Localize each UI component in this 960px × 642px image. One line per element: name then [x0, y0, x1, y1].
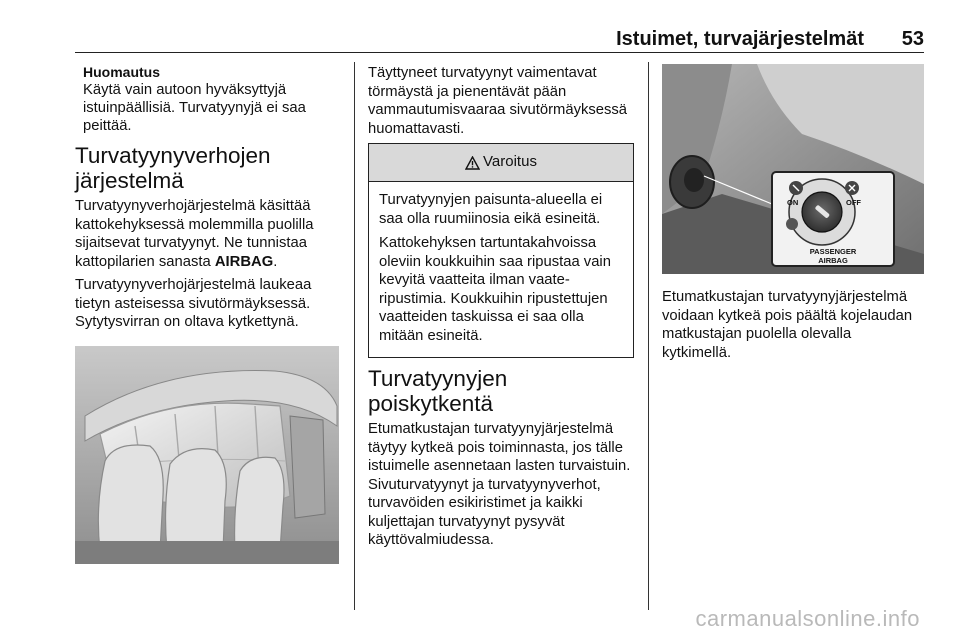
column-1	[75, 64, 340, 564]
warning-paragraph-1: Turvatyynyjen paisunta-alueella ei saa olla ruumiinosia eikä esineitä.	[379, 192, 603, 227]
paragraph-curtain-1-end: .	[273, 253, 278, 270]
page-number: 53	[901, 28, 924, 50]
section-heading-deactivation: Turvatyynyjen poiskytkentä	[368, 366, 508, 416]
warning-body	[369, 182, 633, 357]
warning-paragraph-2: Kattokehyksen tartuntakahvoissa oleviin koukkuihin saa ripustaa vain kevyitä vaatteita ilman vaateripustimia. Koukkuihin ripustettujen vaatteiden taskuissa ei saa olla mitään esineitä.	[379, 235, 611, 344]
airbag-switch-illustration	[662, 64, 924, 274]
section-heading-curtain-airbags: Turvatyynyverhojen järjestelmä	[75, 143, 271, 193]
note-text: Käytä vain autoon hyväksyttyjä istuinpäällisiä. Turvatyynyjä ei saa peittää.	[83, 82, 306, 134]
airbag-off-icon	[845, 181, 859, 195]
warning-box	[368, 143, 634, 358]
header-title: Istuimet, turvajärjestelmät	[616, 28, 864, 50]
switch-caption-line-2: AIRBAG	[818, 256, 848, 265]
column-divider-2	[648, 62, 649, 610]
header-rule	[75, 52, 924, 53]
paragraph-intro: Täyttyneet turvatyynyt vaimentavat törmäystä ja pienentävät pään vammautumisvaaraa sivutörmäyksessä huomattavasti.	[368, 65, 628, 137]
paragraph-switch: Etumatkustajan turvatyynyjärjestelmä voidaan kytkeä pois päältä kojelaudan matkustajan puolella olevalla kytkimellä.	[662, 289, 913, 361]
note-title: Huomautus	[83, 64, 160, 80]
switch-caption-line-1: PASSENGER	[809, 247, 857, 256]
paragraph-curtain-2: Turvatyynyverhojärjestelmä laukeaa tietyn asteisessa sivutörmäyksessä. Sytytysvirran on oltava kytkettynä.	[75, 277, 312, 330]
switch-off-label: OFF	[846, 198, 861, 207]
column-2	[368, 64, 634, 555]
airbag-on-icon	[789, 181, 803, 195]
paragraph-curtain-1	[75, 197, 340, 271]
airbag-keyword: AIRBAG	[214, 253, 274, 270]
column-divider-1	[354, 62, 355, 610]
warning-title: Varoitus	[483, 153, 537, 171]
paragraph-deactivation: Etumatkustajan turvatyynyjärjestelmä täytyy kytkeä pois toiminnasta, jos tälle istuimelle asennetaan lasten turvaistuin. Sivuturvatyynyt ja turvatyynyverhot, turvavöiden esikiristimet ja kaikki kuljettajan turvatyynyt pysyvät käyttövalmiudessa.	[368, 421, 631, 548]
warning-triangle-icon	[465, 156, 480, 170]
switch-on-label: ON	[787, 198, 799, 207]
paragraph-curtain-1-text: Turvatyynyverhojärjestelmä käsittää kattokehyksessä molemmilla puolilla sijaitsevat turvatyynyt. Ne tunnistaa kattopilarien sanasta	[75, 198, 314, 270]
column-3	[662, 64, 924, 367]
watermark: carmanualsonline.info	[695, 606, 920, 631]
curtain-airbag-illustration	[75, 346, 339, 564]
warning-header	[369, 144, 633, 182]
